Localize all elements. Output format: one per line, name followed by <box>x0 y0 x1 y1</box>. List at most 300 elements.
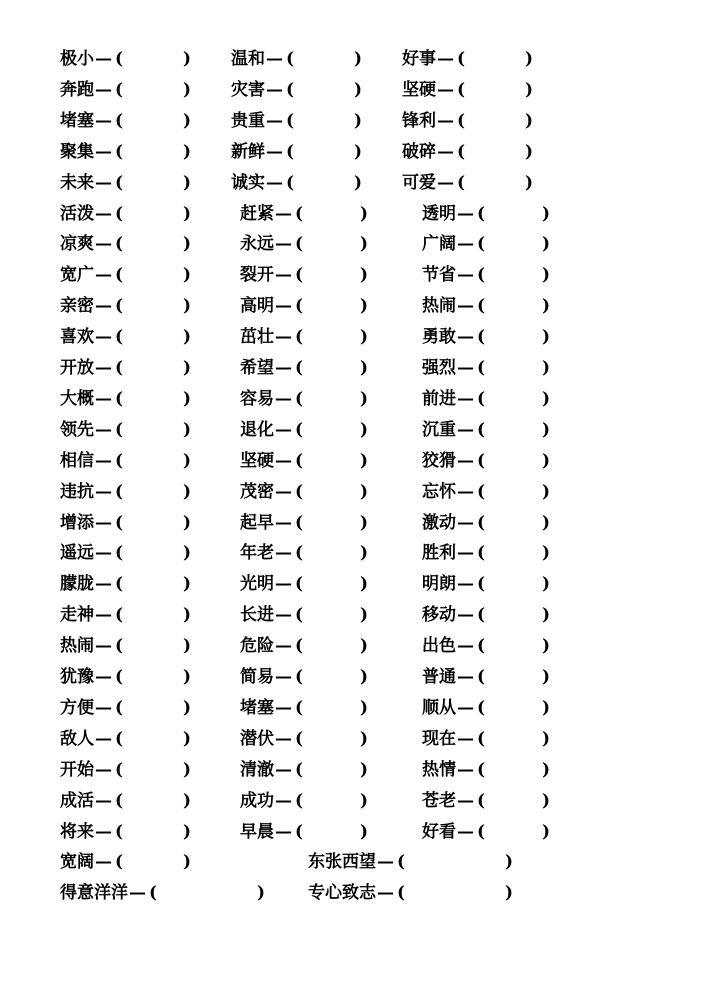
word-label: 沉重 <box>422 419 456 440</box>
open-paren: ( <box>295 605 304 626</box>
word-label: 广阔 <box>422 234 456 255</box>
open-paren: ( <box>115 203 124 224</box>
word-label: 长进 <box>240 605 274 626</box>
word-label: 犹豫 <box>60 667 94 687</box>
close-paren: ) <box>360 697 369 718</box>
word-label: 透明 <box>422 203 456 224</box>
close-paren: ) <box>542 234 551 255</box>
close-paren: ) <box>183 481 192 502</box>
dash-symbol: — <box>457 543 474 564</box>
open-paren: ( <box>295 728 304 749</box>
open-paren: ( <box>477 697 486 718</box>
word-label: 明朗 <box>422 574 456 595</box>
close-paren: ) <box>542 450 551 471</box>
open-paren: ( <box>477 481 486 502</box>
word-label: 移动 <box>422 605 456 626</box>
answer-blank[interactable] <box>307 759 360 781</box>
answer-blank[interactable] <box>127 821 183 843</box>
word-label: 喜欢 <box>60 327 94 348</box>
answer-blank[interactable] <box>161 882 257 904</box>
answer-blank[interactable] <box>489 790 542 812</box>
close-paren: ) <box>542 265 551 286</box>
answer-blank[interactable] <box>489 635 542 657</box>
open-paren: ( <box>477 388 486 409</box>
word-label: 活泼 <box>60 203 94 224</box>
close-paren: ) <box>354 49 363 69</box>
answer-blank[interactable] <box>489 388 542 410</box>
open-paren: ( <box>457 172 466 193</box>
dash-symbol: — <box>95 543 112 564</box>
answer-blank[interactable] <box>489 542 542 564</box>
dash-symbol: — <box>275 327 292 348</box>
open-paren: ( <box>115 234 124 255</box>
word-label: 好看 <box>422 821 456 842</box>
close-paren: ) <box>505 852 514 873</box>
word-label: 可爱 <box>402 172 436 193</box>
open-paren: ( <box>286 110 295 131</box>
close-paren: ) <box>360 821 369 842</box>
answer-blank[interactable] <box>127 48 183 70</box>
answer-blank[interactable] <box>127 512 183 534</box>
open-paren: ( <box>295 234 304 255</box>
answer-blank[interactable] <box>489 604 542 626</box>
close-paren: ) <box>360 543 369 564</box>
dash-symbol: — <box>275 296 292 317</box>
dash-symbol: — <box>457 358 474 378</box>
open-paren: ( <box>477 790 486 811</box>
dash-symbol: — <box>275 759 292 780</box>
open-paren: ( <box>115 450 124 471</box>
answer-blank[interactable] <box>307 790 360 812</box>
answer-blank[interactable] <box>489 759 542 781</box>
dash-symbol: — <box>437 172 454 193</box>
dash-symbol: — <box>457 790 474 811</box>
answer-blank[interactable] <box>127 759 183 781</box>
close-paren: ) <box>542 821 551 842</box>
open-paren: ( <box>477 450 486 471</box>
dash-symbol: — <box>377 852 394 873</box>
dash-symbol: — <box>266 49 283 69</box>
dash-symbol: — <box>275 234 292 255</box>
open-paren: ( <box>397 852 406 873</box>
open-paren: ( <box>477 234 486 255</box>
open-paren: ( <box>295 481 304 502</box>
word-label: 走神 <box>60 605 94 626</box>
answer-blank[interactable] <box>307 512 360 534</box>
answer-blank[interactable] <box>307 728 360 750</box>
dash-symbol: — <box>95 512 112 533</box>
open-paren: ( <box>457 49 466 69</box>
answer-blank[interactable] <box>307 203 360 225</box>
answer-blank[interactable] <box>489 357 542 379</box>
open-paren: ( <box>115 419 124 440</box>
word-label: 高明 <box>240 296 274 317</box>
answer-blank[interactable] <box>127 851 183 873</box>
answer-blank[interactable] <box>127 141 183 163</box>
word-label: 宽阔 <box>60 852 94 873</box>
word-label: 年老 <box>240 543 274 564</box>
open-paren: ( <box>115 110 124 131</box>
word-label: 得意洋洋 <box>60 883 128 904</box>
dash-symbol: — <box>95 203 112 224</box>
answer-blank[interactable] <box>489 295 542 317</box>
open-paren: ( <box>295 203 304 224</box>
answer-blank[interactable] <box>127 604 183 626</box>
open-paren: ( <box>115 265 124 286</box>
answer-blank[interactable] <box>307 264 360 286</box>
dash-symbol: — <box>95 481 112 502</box>
dash-symbol: — <box>275 450 292 471</box>
close-paren: ) <box>542 358 551 378</box>
word-label: 苍老 <box>422 790 456 811</box>
answer-blank[interactable] <box>127 419 183 441</box>
close-paren: ) <box>542 759 551 780</box>
word-label: 东张西望 <box>308 852 376 873</box>
dash-symbol: — <box>457 605 474 626</box>
close-paren: ) <box>360 265 369 286</box>
answer-blank[interactable] <box>298 79 354 101</box>
open-paren: ( <box>477 605 486 626</box>
answer-blank[interactable] <box>489 728 542 750</box>
close-paren: ) <box>525 172 534 193</box>
answer-blank[interactable] <box>489 419 542 441</box>
close-paren: ) <box>360 234 369 255</box>
answer-blank[interactable] <box>489 512 542 534</box>
close-paren: ) <box>183 790 192 811</box>
dash-symbol: — <box>95 388 112 409</box>
dash-symbol: — <box>457 697 474 718</box>
close-paren: ) <box>360 759 369 780</box>
answer-blank[interactable] <box>127 481 183 503</box>
dash-symbol: — <box>457 296 474 317</box>
close-paren: ) <box>183 327 192 348</box>
close-paren: ) <box>183 110 192 131</box>
dash-symbol: — <box>95 265 112 286</box>
word-label: 激动 <box>422 512 456 533</box>
word-label: 茁壮 <box>240 327 274 348</box>
word-label: 成活 <box>60 790 94 811</box>
close-paren: ) <box>257 883 266 904</box>
answer-blank[interactable] <box>127 264 183 286</box>
word-label: 温和 <box>231 49 265 69</box>
close-paren: ) <box>542 388 551 409</box>
answer-blank[interactable] <box>127 233 183 255</box>
word-label: 凉爽 <box>60 234 94 255</box>
answer-blank[interactable] <box>307 635 360 657</box>
close-paren: ) <box>360 790 369 811</box>
answer-blank[interactable] <box>127 728 183 750</box>
word-label: 清澈 <box>240 759 274 780</box>
open-paren: ( <box>115 636 124 657</box>
word-label: 赶紧 <box>240 203 274 224</box>
dash-symbol: — <box>95 852 112 873</box>
open-paren: ( <box>115 358 124 378</box>
word-label: 未来 <box>60 172 94 193</box>
dash-symbol: — <box>457 728 474 749</box>
answer-blank[interactable] <box>127 388 183 410</box>
dash-symbol: — <box>95 450 112 471</box>
dash-symbol: — <box>275 728 292 749</box>
dash-symbol: — <box>275 419 292 440</box>
close-paren: ) <box>542 203 551 224</box>
answer-blank[interactable] <box>489 697 542 719</box>
close-paren: ) <box>542 419 551 440</box>
dash-symbol: — <box>95 296 112 317</box>
word-label: 专心致志 <box>308 883 376 904</box>
answer-blank[interactable] <box>307 419 360 441</box>
answer-blank[interactable] <box>307 573 360 595</box>
dash-symbol: — <box>129 883 146 904</box>
open-paren: ( <box>477 327 486 348</box>
word-label: 危险 <box>240 636 274 657</box>
answer-blank[interactable] <box>127 542 183 564</box>
open-paren: ( <box>457 110 466 131</box>
word-label: 方便 <box>60 697 94 718</box>
word-label: 领先 <box>60 419 94 440</box>
dash-symbol: — <box>266 110 283 131</box>
answer-blank[interactable] <box>127 110 183 132</box>
close-paren: ) <box>542 728 551 749</box>
open-paren: ( <box>295 636 304 657</box>
answer-blank[interactable] <box>307 450 360 472</box>
answer-blank[interactable] <box>307 604 360 626</box>
open-paren: ( <box>295 512 304 533</box>
word-label: 节省 <box>422 265 456 286</box>
answer-blank[interactable] <box>127 357 183 379</box>
answer-blank[interactable] <box>307 326 360 348</box>
answer-blank[interactable] <box>127 295 183 317</box>
open-paren: ( <box>115 543 124 564</box>
open-paren: ( <box>295 759 304 780</box>
dash-symbol: — <box>95 667 112 687</box>
open-paren: ( <box>295 450 304 471</box>
dash-symbol: — <box>95 358 112 378</box>
word-label: 出色 <box>422 636 456 657</box>
answer-blank[interactable] <box>127 172 183 194</box>
dash-symbol: — <box>95 697 112 718</box>
answer-blank[interactable] <box>307 821 360 843</box>
answer-blank[interactable] <box>489 203 542 225</box>
word-label: 坚硬 <box>240 450 274 471</box>
close-paren: ) <box>525 79 534 100</box>
answer-blank[interactable] <box>298 110 354 132</box>
close-paren: ) <box>183 605 192 626</box>
dash-symbol: — <box>95 636 112 657</box>
close-paren: ) <box>183 49 192 69</box>
open-paren: ( <box>115 605 124 626</box>
dash-symbol: — <box>95 234 112 255</box>
open-paren: ( <box>115 728 124 749</box>
answer-blank[interactable] <box>307 666 360 688</box>
answer-blank[interactable] <box>298 172 354 194</box>
word-label: 遥远 <box>60 543 94 564</box>
answer-blank[interactable] <box>127 326 183 348</box>
dash-symbol: — <box>457 450 474 471</box>
close-paren: ) <box>360 296 369 317</box>
dash-symbol: — <box>95 759 112 780</box>
open-paren: ( <box>115 852 124 873</box>
close-paren: ) <box>542 481 551 502</box>
close-paren: ) <box>360 636 369 657</box>
close-paren: ) <box>542 790 551 811</box>
dash-symbol: — <box>457 265 474 286</box>
open-paren: ( <box>286 79 295 100</box>
answer-blank[interactable] <box>489 666 542 688</box>
word-label: 奔跑 <box>60 79 94 100</box>
open-paren: ( <box>115 512 124 533</box>
close-paren: ) <box>360 388 369 409</box>
answer-blank[interactable] <box>489 233 542 255</box>
dash-symbol: — <box>275 821 292 842</box>
word-label: 增添 <box>60 512 94 533</box>
close-paren: ) <box>525 141 534 162</box>
open-paren: ( <box>477 358 486 378</box>
open-paren: ( <box>115 327 124 348</box>
answer-blank[interactable] <box>469 79 525 101</box>
open-paren: ( <box>295 574 304 595</box>
open-paren: ( <box>477 512 486 533</box>
word-label: 胜利 <box>422 543 456 564</box>
dash-symbol: — <box>457 203 474 224</box>
answer-blank[interactable] <box>307 295 360 317</box>
answer-blank[interactable] <box>127 635 183 657</box>
dash-symbol: — <box>457 636 474 657</box>
dash-symbol: — <box>266 141 283 162</box>
dash-symbol: — <box>437 141 454 162</box>
close-paren: ) <box>183 512 192 533</box>
word-label: 狡猾 <box>422 450 456 471</box>
open-paren: ( <box>115 821 124 842</box>
word-label: 开放 <box>60 358 94 378</box>
close-paren: ) <box>183 543 192 564</box>
word-label: 普通 <box>422 667 456 687</box>
answer-blank[interactable] <box>127 790 183 812</box>
word-label: 堵塞 <box>240 697 274 718</box>
answer-blank[interactable] <box>127 79 183 101</box>
open-paren: ( <box>295 821 304 842</box>
dash-symbol: — <box>457 234 474 255</box>
close-paren: ) <box>542 327 551 348</box>
answer-blank[interactable] <box>489 821 542 843</box>
open-paren: ( <box>477 728 486 749</box>
answer-blank[interactable] <box>489 264 542 286</box>
close-paren: ) <box>183 450 192 471</box>
answer-blank[interactable] <box>489 450 542 472</box>
close-paren: ) <box>505 883 514 904</box>
dash-symbol: — <box>95 790 112 811</box>
answer-blank[interactable] <box>489 481 542 503</box>
open-paren: ( <box>295 358 304 378</box>
answer-blank[interactable] <box>489 573 542 595</box>
open-paren: ( <box>295 327 304 348</box>
word-label: 朦胧 <box>60 574 94 595</box>
open-paren: ( <box>457 79 466 100</box>
answer-blank[interactable] <box>409 882 505 904</box>
dash-symbol: — <box>95 419 112 440</box>
answer-blank[interactable] <box>307 481 360 503</box>
answer-blank[interactable] <box>307 388 360 410</box>
answer-blank[interactable] <box>127 450 183 472</box>
open-paren: ( <box>115 667 124 687</box>
dash-symbol: — <box>457 481 474 502</box>
dash-symbol: — <box>95 605 112 626</box>
close-paren: ) <box>183 697 192 718</box>
answer-blank[interactable] <box>307 233 360 255</box>
open-paren: ( <box>115 790 124 811</box>
open-paren: ( <box>477 636 486 657</box>
open-paren: ( <box>115 481 124 502</box>
open-paren: ( <box>295 697 304 718</box>
answer-blank[interactable] <box>127 573 183 595</box>
open-paren: ( <box>115 697 124 718</box>
close-paren: ) <box>354 110 363 131</box>
word-label: 亲密 <box>60 296 94 317</box>
dash-symbol: — <box>95 327 112 348</box>
answer-blank[interactable] <box>307 357 360 379</box>
answer-blank[interactable] <box>127 697 183 719</box>
close-paren: ) <box>360 450 369 471</box>
answer-blank[interactable] <box>307 697 360 719</box>
open-paren: ( <box>477 543 486 564</box>
answer-blank[interactable] <box>469 141 525 163</box>
answer-blank[interactable] <box>469 172 525 194</box>
word-label: 勇敢 <box>422 327 456 348</box>
open-paren: ( <box>295 388 304 409</box>
answer-blank[interactable] <box>127 666 183 688</box>
answer-blank[interactable] <box>469 48 525 70</box>
close-paren: ) <box>360 574 369 595</box>
dash-symbol: — <box>275 543 292 564</box>
dash-symbol: — <box>275 697 292 718</box>
answer-blank[interactable] <box>409 851 505 873</box>
open-paren: ( <box>477 265 486 286</box>
dash-symbol: — <box>95 141 112 162</box>
open-paren: ( <box>115 141 124 162</box>
dash-symbol: — <box>275 358 292 378</box>
dash-symbol: — <box>275 605 292 626</box>
close-paren: ) <box>360 419 369 440</box>
open-paren: ( <box>477 203 486 224</box>
close-paren: ) <box>183 419 192 440</box>
word-label: 好事 <box>402 49 436 69</box>
word-label: 聚集 <box>60 141 94 162</box>
answer-blank[interactable] <box>489 326 542 348</box>
close-paren: ) <box>542 543 551 564</box>
word-label: 违抗 <box>60 481 94 502</box>
dash-symbol: — <box>275 203 292 224</box>
answer-blank[interactable] <box>307 542 360 564</box>
answer-blank[interactable] <box>298 141 354 163</box>
dash-symbol: — <box>275 667 292 687</box>
answer-blank[interactable] <box>127 203 183 225</box>
word-label: 起早 <box>240 512 274 533</box>
close-paren: ) <box>183 574 192 595</box>
word-label: 成功 <box>240 790 274 811</box>
open-paren: ( <box>115 574 124 595</box>
word-label: 开始 <box>60 759 94 780</box>
close-paren: ) <box>360 327 369 348</box>
open-paren: ( <box>295 667 304 687</box>
close-paren: ) <box>183 728 192 749</box>
close-paren: ) <box>360 605 369 626</box>
answer-blank[interactable] <box>298 48 354 70</box>
answer-blank[interactable] <box>469 110 525 132</box>
close-paren: ) <box>183 388 192 409</box>
word-label: 大概 <box>60 388 94 409</box>
close-paren: ) <box>525 49 534 69</box>
open-paren: ( <box>477 419 486 440</box>
close-paren: ) <box>183 234 192 255</box>
